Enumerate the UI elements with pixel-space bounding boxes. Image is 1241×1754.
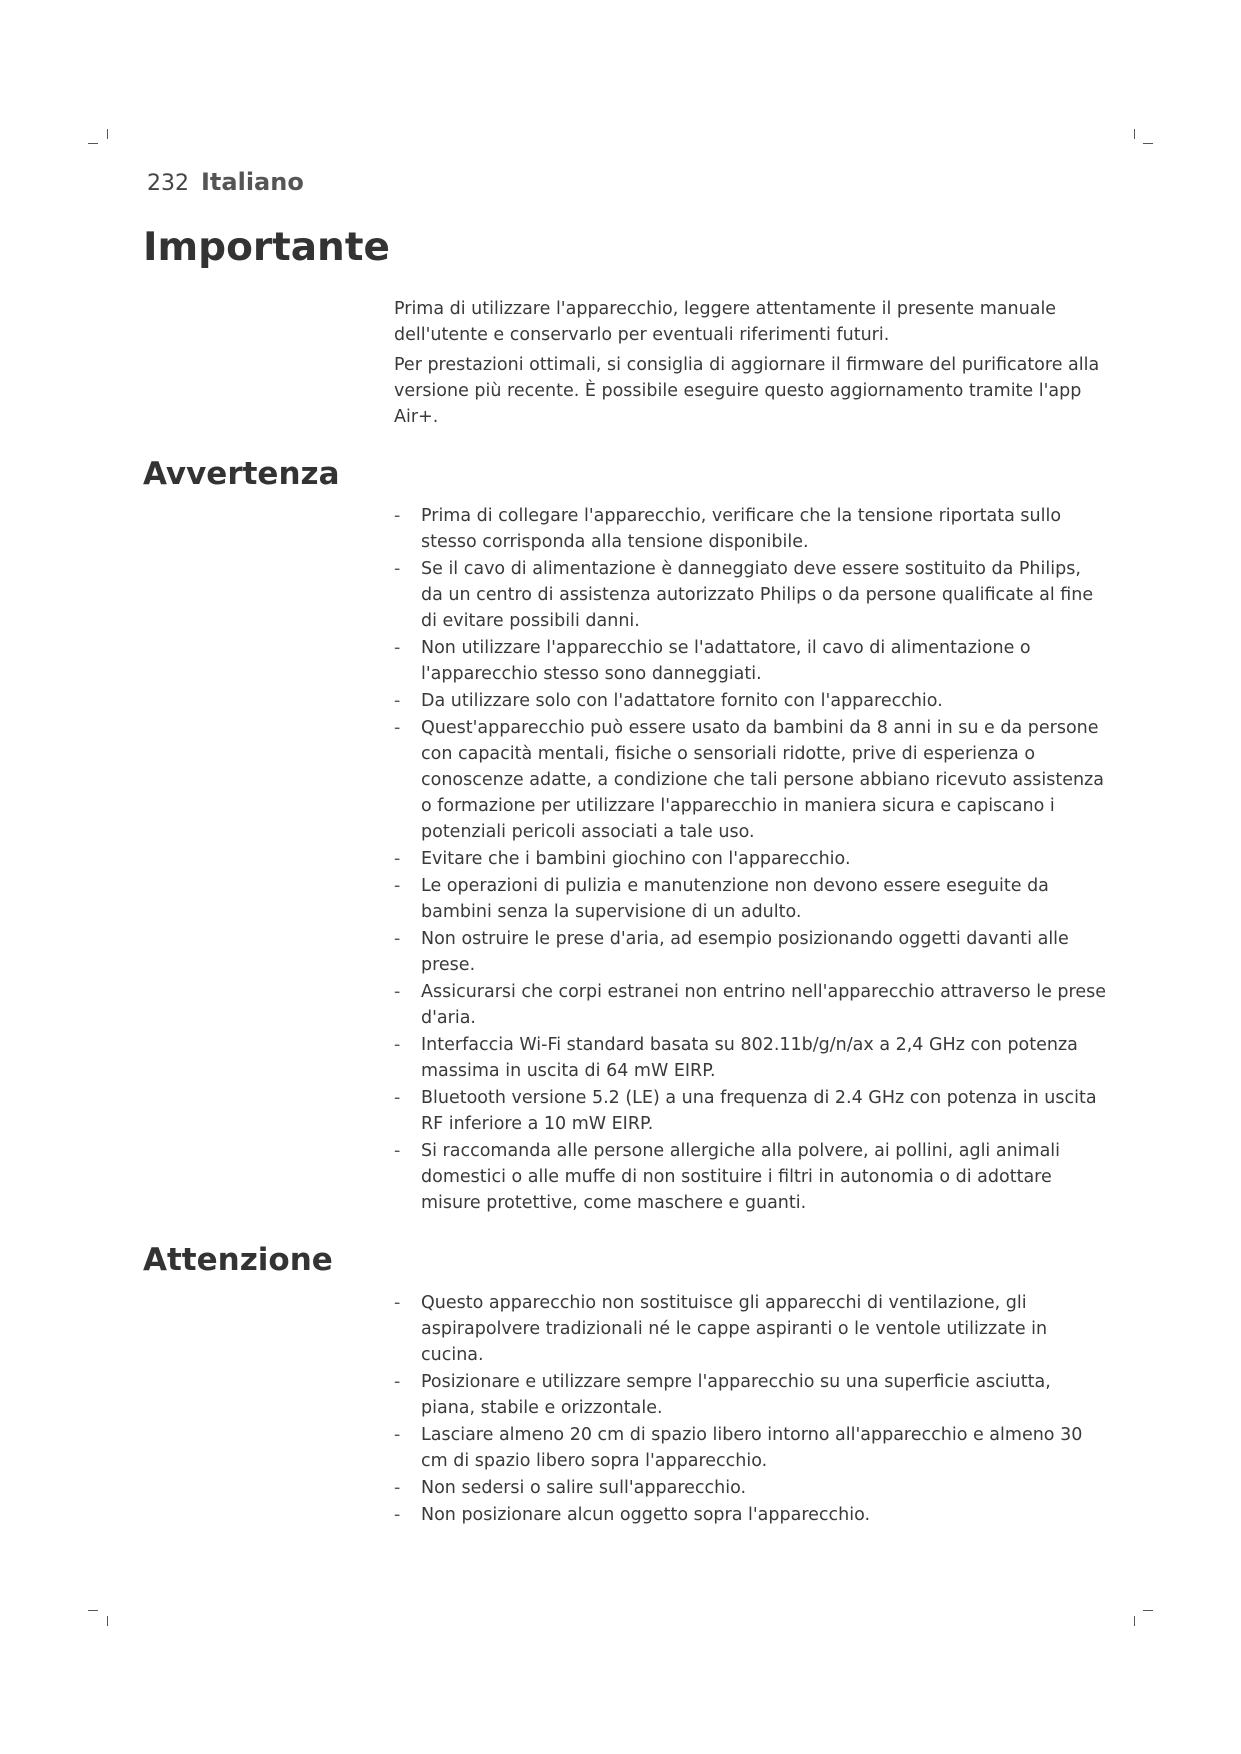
list-marker: - <box>394 1372 401 1392</box>
crop-mark-top-left <box>88 143 98 144</box>
list-item: - Si raccomanda alle persone allergiche alla polvere, ai pollini, agli animali domestici o alle muffe di non sostituire i filtri in autonomia o di adottare misure protettive, come maschere e guanti. <box>394 1138 1106 1216</box>
crop-mark-top-right <box>1134 129 1135 139</box>
list-item: - Non sedersi o salire sull'apparecchio. <box>394 1475 1106 1501</box>
crop-mark-bottom-right <box>1134 1616 1135 1626</box>
crop-mark-bottom-left <box>88 1610 98 1611</box>
list-item: - Lasciare almeno 20 cm di spazio libero intorno all'apparecchio e almeno 30 cm di spazio libero sopra l'apparecchio. <box>394 1422 1106 1474</box>
list-marker: - <box>394 559 401 579</box>
list-item: - Bluetooth versione 5.2 (LE) a una frequenza di 2.4 GHz con potenza in uscita RF inferiore a 10 mW EIRP. <box>394 1085 1106 1137</box>
list-item: - Non utilizzare l'apparecchio se l'adattatore, il cavo di alimentazione o l'apparecchio stesso sono danneggiati. <box>394 635 1106 687</box>
list-item: - Non posizionare alcun oggetto sopra l'apparecchio. <box>394 1502 1106 1528</box>
list-marker: - <box>394 691 401 711</box>
list-item: - Da utilizzare solo con l'adattatore fornito con l'apparecchio. <box>394 688 1106 714</box>
list-item: - Interfaccia Wi-Fi standard basata su 802.11b/g/n/ax a 2,4 GHz con potenza massima in uscita di 64 mW EIRP. <box>394 1032 1106 1084</box>
list-marker: - <box>394 1293 401 1313</box>
list-marker: - <box>394 876 401 896</box>
list-marker: - <box>394 1478 401 1498</box>
list-item: - Posizionare e utilizzare sempre l'apparecchio su una superficie asciutta, piana, stabile e orizzontale. <box>394 1369 1106 1421</box>
list-item: - Prima di collegare l'apparecchio, verificare che la tensione riportata sullo stesso corrisponda alla tensione disponibile. <box>394 503 1106 555</box>
attenzione-list <box>394 1290 1106 1529</box>
list-marker: - <box>394 1505 401 1525</box>
list-marker: - <box>394 1035 401 1055</box>
list-item: - Evitare che i bambini giochino con l'apparecchio. <box>394 846 1106 872</box>
language-label: Italiano <box>201 168 304 196</box>
list-marker: - <box>394 506 401 526</box>
list-item: - Assicurarsi che corpi estranei non entrino nell'apparecchio attraverso le prese d'aria. <box>394 979 1106 1031</box>
list-marker: - <box>394 849 401 869</box>
crop-mark-top-right <box>1143 143 1153 144</box>
list-marker: - <box>394 1088 401 1108</box>
list-item: - Se il cavo di alimentazione è danneggiato deve essere sostituito da Philips, da un centro di assistenza autorizzato Philips o da persone qualificate al fine di evitare possibili danni. <box>394 556 1106 634</box>
list-item: - Le operazioni di pulizia e manutenzione non devono essere eseguite da bambini senza la supervisione di un adulto. <box>394 873 1106 925</box>
crop-mark-bottom-left <box>107 1616 108 1626</box>
page-number: 232 <box>147 171 189 196</box>
section-title-importante: Importante <box>143 225 390 270</box>
list-marker: - <box>394 718 401 738</box>
avvertenza-list <box>394 503 1106 1217</box>
page-header <box>147 168 304 196</box>
list-marker: - <box>394 1141 401 1161</box>
list-marker: - <box>394 929 401 949</box>
crop-mark-top-left <box>107 129 108 139</box>
list-marker: - <box>394 982 401 1002</box>
section-title-avvertenza: Avvertenza <box>143 456 340 492</box>
list-item: - Quest'apparecchio può essere usato da bambini da 8 anni in su e da persone con capacità mentali, fisiche o sensoriali ridotte, prive di esperienza o conoscenze adatte, a condizione che tali persone abbiano ricevuto assistenza o formazione per utilizzare l'apparecchio in maniera sicura e capiscano i potenziali pericoli associati a tale uso. <box>394 715 1106 845</box>
list-item: - Questo apparecchio non sostituisce gli apparecchi di ventilazione, gli aspirapolvere tradizionali né le cappe aspiranti o le ventole utilizzate in cucina. <box>394 1290 1106 1368</box>
section-title-attenzione: Attenzione <box>143 1242 333 1278</box>
intro-paragraph-2: Per prestazioni ottimali, si consiglia di aggiornare il firmware del purificatore alla versione più recente. È possibile eseguire questo aggiornamento tramite l'app Air+. <box>394 355 1100 427</box>
intro-paragraph-1: Prima di utilizzare l'apparecchio, leggere attentamente il presente manuale dell'utente e conservarlo per eventuali riferimenti futuri. <box>394 299 1057 345</box>
list-marker: - <box>394 638 401 658</box>
crop-mark-bottom-right <box>1143 1610 1153 1611</box>
list-item: - Non ostruire le prese d'aria, ad esempio posizionando oggetti davanti alle prese. <box>394 926 1106 978</box>
list-marker: - <box>394 1425 401 1445</box>
